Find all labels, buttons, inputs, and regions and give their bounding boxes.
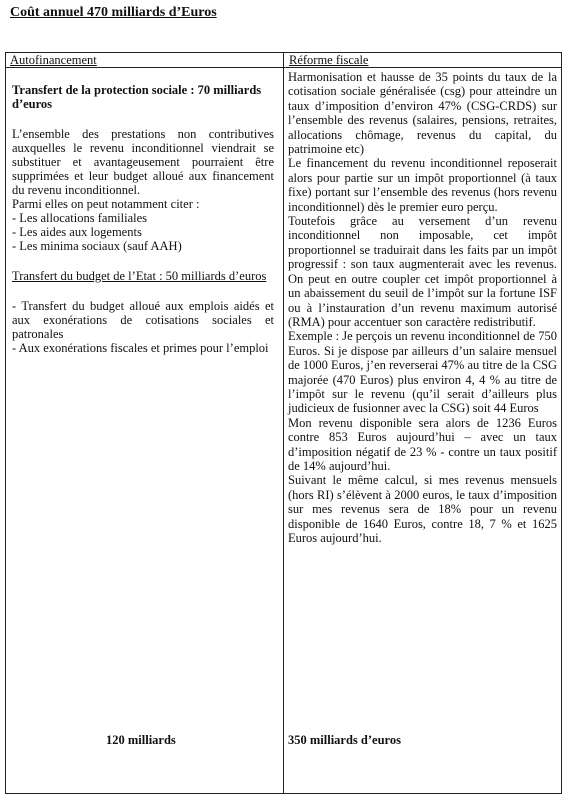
section-title-budget-etat: Transfert du budget de l’Etat : 50 milliards d’euros <box>12 269 267 283</box>
section-title-protection-sociale: Transfert de la protection sociale : 70 milliards d’euros <box>12 83 262 111</box>
paragraph-meme-calcul: Suivant le même calcul, si mes revenus mensuels (hors RI) s’élèvent à 2000 euros, le taux d’imposition sur mes revenus sera de 18% pour un revenu disponible de 1640 Euros, contre 18, 7 % et 1625 Euros aujourd’hui. <box>288 473 557 545</box>
autofinancement-column <box>12 83 274 355</box>
header-divider <box>6 67 561 68</box>
list-item: - Aux exonérations fiscales et primes pour l’emploi <box>12 341 269 355</box>
list-intro: Parmi elles on peut notamment citer : <box>12 197 200 211</box>
reforme-fiscale-column <box>288 70 557 545</box>
paragraph-exemple: Exemple : Je perçois un revenu inconditionnel de 750 Euros. Si je dispose par ailleurs d’un salaire mensuel de 1000 Euros, j’en reverserai 47% au titre de la CSG majorée (470 Euros) plus environ 4, 4 % au titre de l’impôt sur le revenu (qu’il serait d’ailleurs plus judicieux de fusionner avec la CSG) soit 44 Euros <box>288 329 558 416</box>
protection-sociale-paragraph: L’ensemble des prestations non contributives auxquelles le revenu inconditionnel viendrait se substituer et avantageusement pourraient être supprimées et leur budget alloué aux financement du revenu inconditionnel. <box>12 127 274 197</box>
financing-table <box>5 52 562 794</box>
list-item: - Les aides aux logements <box>12 225 142 239</box>
column-divider <box>283 53 284 793</box>
total-autofinancement: 120 milliards <box>106 733 176 747</box>
paragraph-progressivite: Toutefois grâce au versement d’un revenu inconditionnel non imposable, cet impôt proportionnel se traduirait dans les faits par un impôt progressif : son taux augmenterait avec les revenus. On peut en outre coupler cet impôt proportionnel à un abaissement du seuil de l’impôt sur la fortune ISF ou à l’instauration d’un revenu maximum autorisé (RMA) pour accentuer son caractère redistributif. <box>288 214 557 329</box>
list-item: - Les minima sociaux (sauf AAH) <box>12 239 182 253</box>
paragraph-revenu-disponible: Mon revenu disponible sera alors de 1236 Euros contre 853 Euros aujourd’hui – avec un taux d’imposition négatif de 23 % - contre un taux positif de 14% aujourd’hui. <box>288 415 557 473</box>
header-autofinancement: Autofinancement <box>10 53 97 67</box>
paragraph-financement: Le financement du revenu inconditionnel reposerait alors pour partie sur un impôt proportionnel (à taux fixe) portant sur l’ensemble des revenus (hors revenu inconditionnel) dès le premier euro perçu. <box>288 156 557 214</box>
header-reforme-fiscale: Réforme fiscale <box>289 53 369 67</box>
list-item: - Les allocations familiales <box>12 211 148 225</box>
paragraph-csg-harmonisation: Harmonisation et hausse de 35 points du taux de la cotisation sociale généralisée (csg) pour atteindre un taux d’imposition d’environ 47% (CSG-CRDS) sur l’ensemble des revenus (salaires, pensions, retraites, allocations chômage, revenus du capital, du patrimoine etc) <box>288 70 557 157</box>
list-item: - Transfert du budget alloué aux emplois aidés et aux exonérations de cotisations sociales et patronales <box>12 299 274 341</box>
page-title: Coût annuel 470 milliards d’Euros <box>10 5 217 20</box>
total-reforme-fiscale: 350 milliards d’euros <box>288 733 401 747</box>
